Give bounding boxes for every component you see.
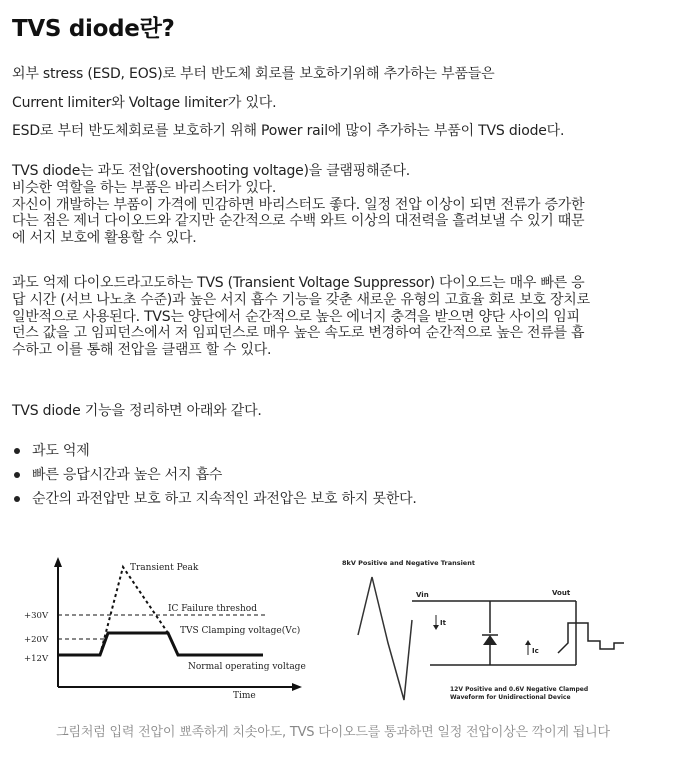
- x-axis-arrow: [292, 683, 302, 691]
- paragraph-line: 자신이 개발하는 부품이 가격에 민감하면 바리스터도 좋다. 일정 전압 이상이 되면 전류가 증가한: [12, 196, 585, 213]
- normal-operating-label: Normal operating voltage: [188, 662, 306, 672]
- vout-label: Vout: [552, 589, 571, 597]
- list-item: 과도 억제: [12, 441, 417, 465]
- figure-caption: 그림처럼 입력 전압이 뾰족하게 치솟아도, TVS 다이오드를 통과하면 일정 전압이상은 깍이게 됩니다: [56, 725, 610, 740]
- input-transient-waveform: [358, 577, 412, 700]
- ic-arrow-head: [525, 640, 531, 645]
- time-axis-label: Time: [233, 691, 256, 701]
- tvs-diode-symbol: [483, 635, 497, 645]
- paragraph-line: 에 서지 보호에 활용할 수 있다.: [12, 230, 197, 247]
- clamped-waveform: [58, 633, 263, 655]
- bottom-label-line-2: Waveform for Unidirectional Device: [450, 694, 571, 701]
- summary-intro: TVS diode 기능을 정리하면 아래와 같다.: [12, 403, 262, 419]
- paragraph-tvs-overview: [12, 163, 678, 247]
- output-clamped-waveform: [558, 623, 624, 653]
- paragraph-line: 답 시간 (서브 나노초 수준)과 높은 서지 흡수 기능을 갖춘 새로운 유형의 고효율 회로 보호 장치로: [12, 291, 590, 308]
- tick-12v: +12V: [24, 654, 49, 664]
- clamping-voltage-label: TVS Clamping voltage(Vc): [180, 626, 301, 636]
- paragraph-line: 과도 억제 다이오드라고도하는 TVS (Transient Voltage Suppressor) 다이오드는 매우 빠른 응: [12, 275, 585, 291]
- intro-line-1: 외부 stress (ESD, EOS)로 부터 반도체 회로를 보호하기위해 추가하는 부품들은: [12, 66, 495, 82]
- page-title: TVS diode란?: [12, 16, 175, 42]
- ic-failure-label: IC Failure threshod: [168, 604, 257, 614]
- list-item: 순간의 과전압만 보호 하고 지속적인 과전압은 보호 하지 못한다.: [12, 489, 417, 513]
- paragraph-tvs-definition: [12, 275, 678, 359]
- it-label: It: [440, 619, 446, 627]
- top-transient-label: 8kV Positive and Negative Transient: [342, 559, 475, 567]
- it-arrow-head: [433, 625, 439, 630]
- paragraph-line: TVS diode는 과도 전압(overshooting voltage)을 클램핑해준다.: [12, 163, 410, 179]
- vin-label: Vin: [416, 591, 429, 599]
- bottom-label-line-1: 12V Positive and 0.6V Negative Clamped: [450, 686, 589, 693]
- transient-peak-curve: [100, 567, 168, 655]
- tick-30v: +30V: [24, 611, 49, 621]
- tvs-circuit-figure: [340, 555, 640, 707]
- paragraph-line: 던스 값을 고 임피던스에서 저 임피던스로 매우 높은 속도로 변경하여 순간적으로 높은 전류를 흡: [12, 325, 585, 342]
- transient-peak-label: Transient Peak: [130, 563, 199, 573]
- transient-waveform-figure: [18, 555, 308, 705]
- tick-20v: +20V: [24, 635, 49, 645]
- paragraph-line: 다는 점은 제너 다이오드와 같지만 순간적으로 수백 와트 이상의 대전력을 흘려보낼 수 있기 때문: [12, 213, 585, 230]
- list-item: 빠른 응답시간과 높은 서지 흡수: [12, 465, 417, 489]
- paragraph-line: 일반적으로 사용된다. TVS는 양단에서 순간적으로 높은 에너지 충격을 받으면 양단 사이의 임피: [12, 308, 580, 325]
- function-list: [12, 441, 417, 513]
- intro-line-2: Current limiter와 Voltage limiter가 있다.: [12, 95, 277, 111]
- ic-label: Ic: [532, 647, 539, 655]
- paragraph-line: 수하고 이를 통해 전압을 클램프 할 수 있다.: [12, 342, 272, 359]
- intro-line-3: ESD로 부터 반도체회로를 보호하기 위해 Power rail에 많이 추가하는 부품이 TVS diode다.: [12, 123, 565, 139]
- paragraph-line: 비슷한 역할을 하는 부품은 바리스터가 있다.: [12, 179, 277, 196]
- y-axis-arrow: [54, 557, 62, 567]
